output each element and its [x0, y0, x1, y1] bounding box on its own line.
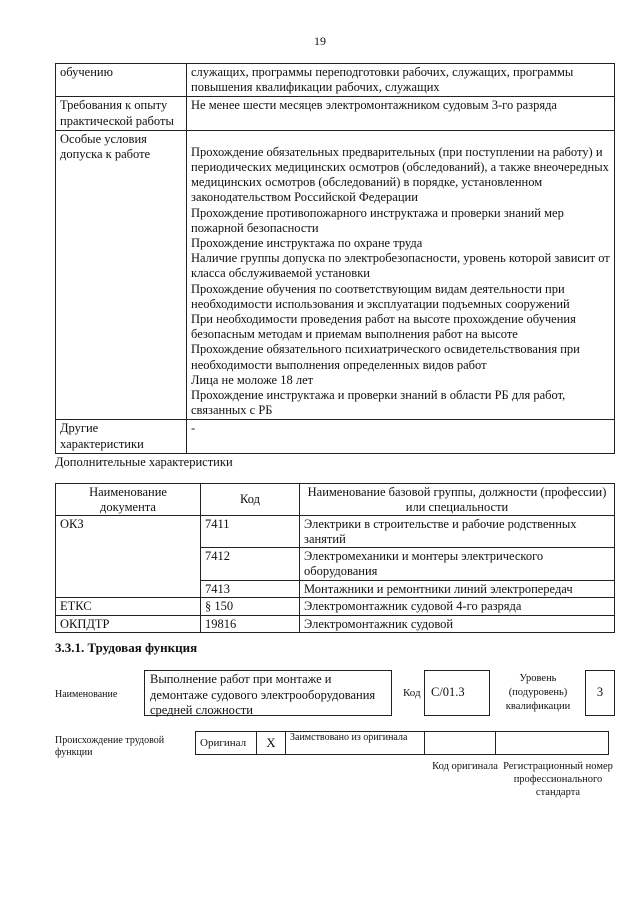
condition-item: Лица не моложе 18 лет: [191, 372, 314, 387]
row-value: [187, 130, 615, 420]
original-label: Оригинал: [196, 732, 257, 755]
condition-item: Прохождение обязательного психиатрического освидетельствования при необходимости выполнения определенных видов работ: [191, 342, 580, 372]
function-code: C/01.3: [424, 670, 490, 716]
code-cell: 7411: [201, 516, 300, 548]
additional-table: [55, 483, 615, 633]
row-label: Особые условия допуска к работе: [56, 130, 187, 420]
name-cell: Монтажники и ремонтники линий электропередач: [300, 580, 615, 598]
row-label: Требования к опыту практической работы: [56, 97, 187, 130]
table-header-row: [56, 484, 615, 516]
page-number: 19: [314, 34, 326, 48]
level-value: 3: [585, 670, 615, 716]
name-cell: Электромонтажник судовой: [300, 615, 615, 633]
condition-item: Прохождение обязательных предварительных (при поступлении на работу) и периодических медицинских осмотров (обследований), а также внеочередных медицинских осмотров (обследований) в порядке, установленном законодательством Российской Федерации: [191, 144, 609, 205]
function-title: 3.3.1. Трудовая функция: [55, 640, 198, 655]
table-row: [56, 64, 615, 97]
original-code-cell: [425, 732, 496, 755]
condition-item: Прохождение инструктажа и проверки знаний в области РБ для работ, связанных с РБ: [191, 388, 566, 418]
condition-item: При необходимости проведения работ на высоте прохождение обучения безопасным методам и приемам выполнения работ на высоте: [191, 312, 576, 342]
code-cell: 19816: [201, 615, 300, 633]
name-cell: Электромонтажник судовой 4-го разряда: [300, 598, 615, 616]
table-row: [56, 97, 615, 130]
caption-original-code: Код оригинала: [432, 761, 498, 772]
row-value: служащих, программы переподготовки рабочих, служащих, программы повышения квалификации рабочих, служащих: [187, 64, 615, 97]
condition-item: Прохождение инструктажа по охране труда: [191, 236, 423, 251]
name-cell: Электрики в строительстве и рабочие родственных занятий: [300, 516, 615, 548]
doc-okz: ОКЗ: [56, 516, 201, 598]
level-label: Уровень (подуровень) квалификации: [505, 673, 571, 712]
row-value: Не менее шести месяцев электромонтажником судовым 3-го разряда: [187, 97, 615, 130]
function-name: Выполнение работ при монтаже и демонтаже судового электрооборудования средней сложности: [144, 670, 392, 716]
original-mark: X: [257, 732, 286, 755]
row-label: обучению: [56, 64, 187, 97]
row-label: Другие характеристики: [56, 420, 187, 453]
doc-cell: ЕТКС: [56, 598, 201, 616]
table-row: [56, 130, 615, 420]
code-cell: 7413: [201, 580, 300, 598]
origin-table: [195, 731, 609, 755]
header-name: Наименование базовой группы, должности (профессии) или специальности: [300, 484, 615, 516]
condition-item: Прохождение противопожарного инструктажа и проверки знаний мер пожарной безопасности: [191, 205, 564, 235]
requirements-table: [55, 63, 615, 454]
condition-item: Прохождение обучения по соответствующим видам деятельности при необходимости использования и эксплуатации подъемных сооружений: [191, 281, 570, 311]
table-row: [196, 732, 609, 755]
doc-cell: ОКПДТР: [56, 615, 201, 633]
additional-title: Дополнительные характеристики: [55, 455, 233, 469]
borrowed-label: Заимствовано из оригинала: [286, 732, 425, 755]
table-row: [56, 615, 615, 633]
code-cell: 7412: [201, 548, 300, 580]
header-code: Код: [201, 484, 300, 516]
table-row: [56, 420, 615, 453]
table-row: [56, 598, 615, 616]
table-row: [56, 516, 615, 548]
origin-label: Происхождение трудовой функции: [55, 735, 165, 758]
reg-number-cell: [496, 732, 609, 755]
caption-reg-number: Регистрационный номер профессионального стандарта: [503, 761, 613, 798]
name-label: Наименование: [55, 689, 118, 700]
row-value: -: [187, 420, 615, 453]
code-label: Код: [403, 687, 421, 699]
name-cell: Электромеханики и монтеры электрического оборудования: [300, 548, 615, 580]
code-cell: § 150: [201, 598, 300, 616]
condition-item: Наличие группы допуска по электробезопасности, уровень которой зависит от класса обслуживаемой установки: [191, 251, 610, 281]
header-doc: Наименование документа: [56, 484, 201, 516]
